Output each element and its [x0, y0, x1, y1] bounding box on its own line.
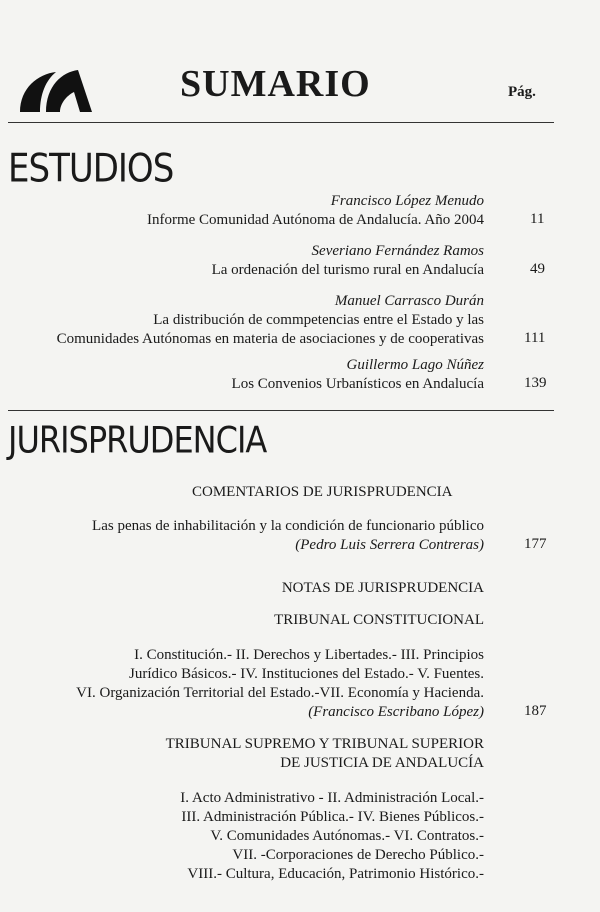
entry-title: La distribución de commpetencias entre el Estado y las [153, 312, 484, 328]
section-heading-estudios: ESTUDIOS [8, 146, 174, 192]
subsection-heading: DE JUSTICIA DE ANDALUCÍA [280, 755, 484, 771]
subsection-heading: NOTAS DE JURISPRUDENCIA [281, 580, 484, 596]
entry-page: 139 [524, 375, 547, 391]
entry-author: Severiano Fernández Ramos [311, 243, 484, 259]
entry-author: Guillermo Lago Núñez [346, 357, 484, 373]
entry-author: Francisco López Menudo [330, 193, 484, 209]
entry-title: Las penas de inhabilitación y la condición de funcionario público [92, 518, 484, 534]
subsection-heading: COMENTARIOS DE JURISPRUDENCIA [192, 484, 453, 500]
section-heading-jurisprudencia: JURISPRUDENCIA [8, 418, 267, 462]
entry-title: VII. -Corporaciones de Derecho Público.- [232, 847, 484, 863]
entry-page: 177 [524, 536, 547, 552]
entry-title: III. Administración Pública.- IV. Bienes Públicos.- [181, 809, 484, 825]
subsection-heading: TRIBUNAL CONSTITUCIONAL [274, 612, 484, 628]
section-divider [8, 410, 554, 411]
journal-logo-icon [16, 66, 94, 114]
entry-page: 111 [524, 330, 546, 346]
entry-title: VIII.- Cultura, Educación, Patrimonio Histórico.- [187, 866, 484, 882]
entry-page: 49 [530, 261, 545, 277]
entry-page: 11 [530, 211, 545, 227]
entry-title: Jurídico Básicos.- IV. Instituciones del Estado.- V. Fuentes. [129, 666, 484, 682]
entry-title: Los Convenios Urbanísticos en Andalucía [231, 376, 484, 392]
entry-title: I. Acto Administrativo - II. Administración Local.- [180, 790, 484, 806]
entry-title: La ordenación del turismo rural en Andalucía [211, 262, 484, 278]
entry-page: 187 [524, 703, 547, 719]
entry-author: (Pedro Luis Serrera Contreras) [295, 537, 484, 553]
entry-title: Comunidades Autónomas en materia de asociaciones y de cooperativas [56, 331, 484, 347]
page-column-label: Pág. [508, 84, 536, 100]
entry-title: I. Constitución.- II. Derechos y Libertades.- III. Principios [134, 647, 484, 663]
page-title: SUMARIO [180, 63, 371, 105]
entry-author: Manuel Carrasco Durán [334, 293, 484, 309]
subsection-heading: TRIBUNAL SUPREMO Y TRIBUNAL SUPERIOR [165, 736, 484, 752]
entry-author: (Francisco Escribano López) [308, 704, 484, 720]
entry-title: VI. Organización Territorial del Estado.-VII. Economía y Hacienda. [76, 685, 484, 701]
header-divider [8, 122, 554, 123]
entry-title: Informe Comunidad Autónoma de Andalucía. Año 2004 [146, 212, 484, 228]
entry-title: V. Comunidades Autónomas.- VI. Contratos.- [210, 828, 484, 844]
